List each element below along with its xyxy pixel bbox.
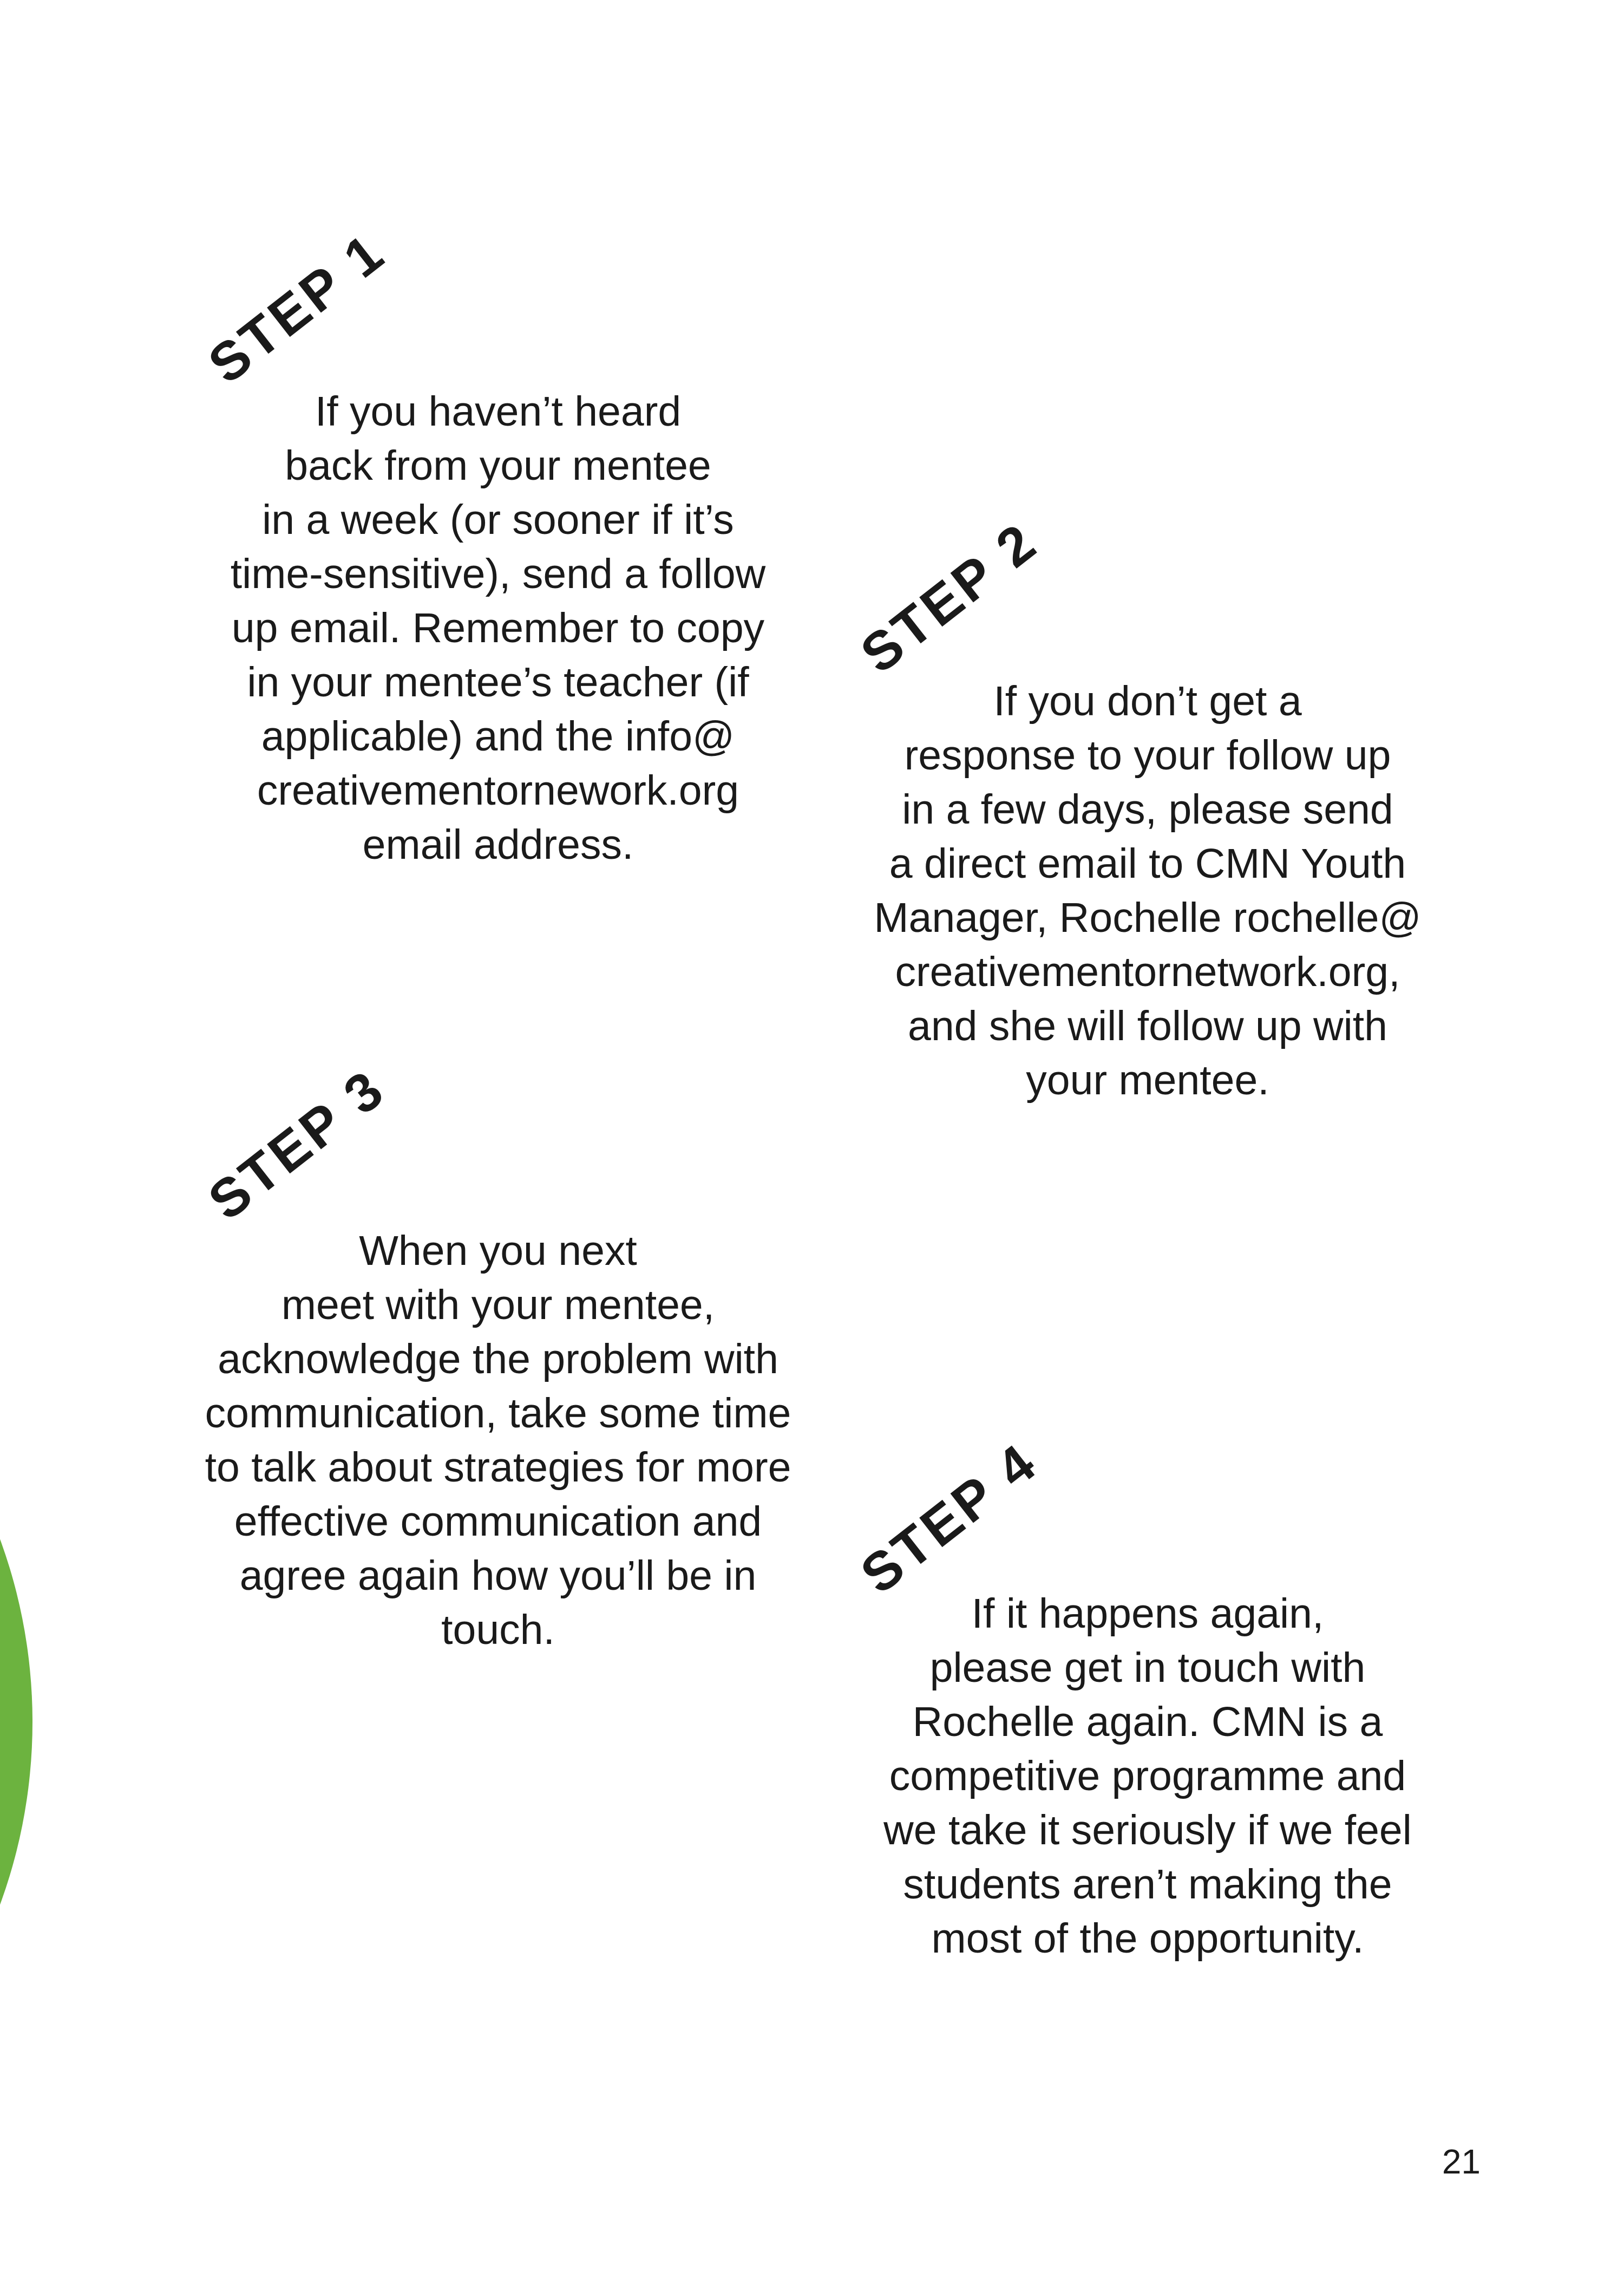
step-2-text: If you don’t get a response to your follow up in a few days, please send a direct email to CMN Youth Manager, Rochelle rochelle@ creativementornetwork.org, and she will follow up with your mentee.	[874, 678, 1422, 1104]
step-4-text: If it happens again, please get in touch with Rochelle again. CMN is a competitive programme and we take it seriously if we feel students aren’t making the most of the opportunity.	[883, 1590, 1412, 1962]
step-1-label: STEP 1	[197, 221, 397, 395]
step-4-label: STEP 4	[849, 1431, 1049, 1605]
step-3-label: STEP 3	[197, 1058, 397, 1232]
page-number: 21	[1442, 2142, 1481, 2181]
step-2-label: STEP 2	[849, 511, 1049, 685]
step-3-text: When you next meet with your mentee, acknowledge the problem with communication, take some time to talk about strategies for more effective communication and agree again how you’ll be in touch.	[205, 1228, 791, 1653]
step-1-text: If you haven’t heard back from your mentee in a week (or sooner if it’s time-sensitive), send a follow up email. Remember to copy in your mentee’s teacher (if applicable) and the info@ creativementornework.org email address.	[230, 388, 766, 868]
green-arc-decoration	[0, 1191, 32, 2253]
